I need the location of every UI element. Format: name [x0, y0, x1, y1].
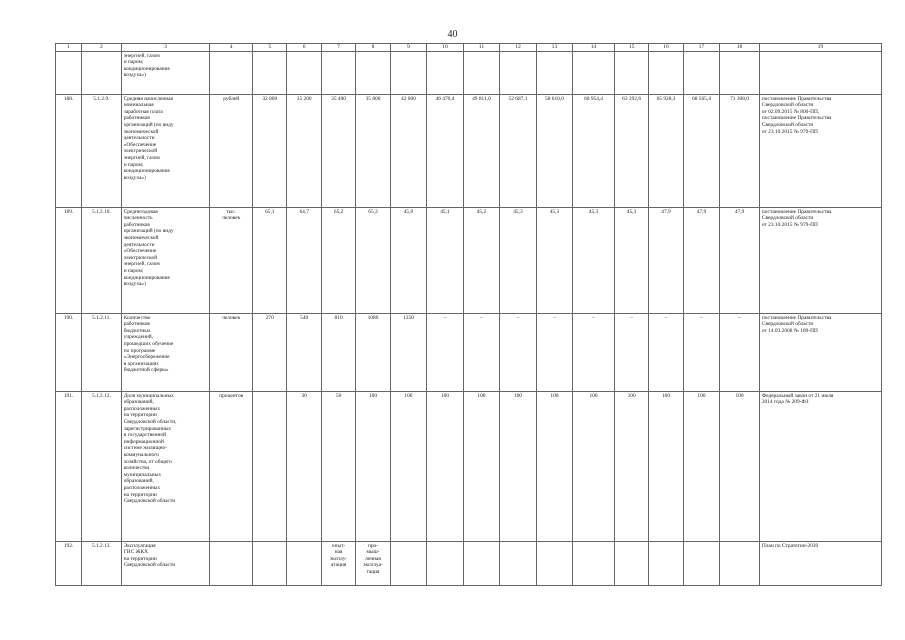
table-row: [56, 391, 882, 541]
value-cell: 45,3: [500, 207, 537, 313]
value-cell: 270: [253, 313, 287, 391]
value-cell: 58 610,0: [536, 94, 573, 207]
value-cell: [683, 541, 720, 585]
value-cell: 32 800: [253, 94, 287, 207]
indicator-name-cell: Количество работников бюджетных учреждений, прошедших обучение по программе «Энергосбережение в организациях бюджетной сферы»: [121, 313, 210, 391]
value-cell: 52 687,1: [500, 94, 537, 207]
value-cell: 100: [649, 391, 683, 541]
unit-cell: [210, 541, 253, 585]
indicator-name-cell: Среднегодовая численность работников организаций (по виду экономической деятельности «Обеспечение электрической энергией, газом и паром; кондиционирование воздуха»): [121, 207, 210, 313]
column-header: 13: [536, 44, 573, 52]
indicator-code-cell: [82, 51, 122, 94]
column-header: 10: [427, 44, 464, 52]
value-cell: [614, 51, 648, 94]
unit-cell: тыс. человек: [210, 207, 253, 313]
value-cell: –: [427, 313, 464, 391]
value-cell: [287, 541, 321, 585]
column-header: 15: [614, 44, 648, 52]
value-cell: [287, 51, 321, 94]
table-row: [56, 51, 882, 94]
unit-cell: процентов: [210, 391, 253, 541]
value-cell: 46 470,4: [427, 94, 464, 207]
value-cell: 30: [287, 391, 321, 541]
value-cell: 68 565,4: [683, 94, 720, 207]
value-cell: [356, 51, 390, 94]
value-cell: [463, 541, 500, 585]
page-number: 40: [447, 29, 458, 40]
value-cell: [573, 51, 615, 94]
value-cell: 100: [500, 391, 537, 541]
unit-cell: [210, 51, 253, 94]
value-cell: 45,2: [463, 207, 500, 313]
value-cell: 100: [614, 391, 648, 541]
value-cell: 540: [287, 313, 321, 391]
column-header: 1: [56, 44, 82, 52]
value-cell: 100: [463, 391, 500, 541]
value-cell: про- мыш- ленная эксплуа- тация: [356, 541, 390, 585]
legal-basis-cell: План по Стратегии-2030: [759, 541, 881, 585]
row-number-cell: 191.: [56, 391, 82, 541]
value-cell: 35 200: [287, 94, 321, 207]
value-cell: [720, 541, 760, 585]
indicator-code-cell: 5.1.2.13.: [82, 541, 122, 585]
value-cell: 63 392,6: [614, 94, 648, 207]
indicator-name-cell: Средняя начисленная номинальная заработная плата работников организаций (по виду экономической деятельности «Обеспечение электрической энергией, газом и паром; кондиционирование воздуха»): [121, 94, 210, 207]
value-cell: 45,3: [536, 207, 573, 313]
indicator-code-cell: 5.1.2.11.: [82, 313, 122, 391]
table-row: [56, 94, 882, 207]
column-header: 16: [649, 44, 683, 52]
legal-basis-cell: Федеральный закон от 21 июля 2014 года № 209-ФЗ: [759, 391, 881, 541]
value-cell: 100: [573, 391, 615, 541]
legal-basis-cell: постановление Правительства Свердловской области от 23.10.2015 № 979-ПП: [759, 207, 881, 313]
value-cell: –: [614, 313, 648, 391]
column-header: 11: [463, 44, 500, 52]
value-cell: –: [500, 313, 537, 391]
legal-basis-cell: постановление Правительства Свердловской области от 02.09.2015 № 800-ПП, постановление Правительства Свердловской области от 23.10.2015 № 979-ПП: [759, 94, 881, 207]
value-cell: [390, 541, 427, 585]
column-header: 8: [356, 44, 390, 52]
indicator-name-cell: Эксплуатация ГИС ЖКХ на территории Свердловской области: [121, 541, 210, 585]
row-number-cell: 190.: [56, 313, 82, 391]
value-cell: 65 928,3: [649, 94, 683, 207]
value-cell: –: [720, 313, 760, 391]
value-cell: 65,3: [356, 207, 390, 313]
value-cell: 100: [720, 391, 760, 541]
indicator-code-cell: 5.1.2.10.: [82, 207, 122, 313]
row-number-cell: 188.: [56, 94, 82, 207]
header-row: [56, 44, 882, 52]
value-cell: 810: [321, 313, 355, 391]
value-cell: 1350: [390, 313, 427, 391]
value-cell: 71 308,0: [720, 94, 760, 207]
value-cell: 64,7: [287, 207, 321, 313]
table-row: [56, 313, 882, 391]
unit-cell: рублей: [210, 94, 253, 207]
indicator-name-cell: энергией, газом и паром; кондиционирование воздуха»): [121, 51, 210, 94]
value-cell: –: [463, 313, 500, 391]
unit-cell: человек: [210, 313, 253, 391]
value-cell: опыт- ная эксплу- атация: [321, 541, 355, 585]
column-header: 14: [573, 44, 615, 52]
column-header: 17: [683, 44, 720, 52]
value-cell: 1080: [356, 313, 390, 391]
legal-basis-cell: постановление Правительства Свердловской области от 14.03.2008 № 189-ПП: [759, 313, 881, 391]
legal-basis-cell: [759, 51, 881, 94]
value-cell: [427, 541, 464, 585]
value-cell: [321, 51, 355, 94]
value-cell: [500, 51, 537, 94]
value-cell: 47,9: [649, 207, 683, 313]
value-cell: 35 800: [356, 94, 390, 207]
value-cell: 45,3: [573, 207, 615, 313]
value-cell: 50: [321, 391, 355, 541]
column-header: 5: [253, 44, 287, 52]
value-cell: 45,0: [390, 207, 427, 313]
value-cell: [390, 51, 427, 94]
value-cell: 47,9: [683, 207, 720, 313]
value-cell: [253, 541, 287, 585]
indicators-table: [55, 43, 882, 586]
row-number-cell: 189.: [56, 207, 82, 313]
value-cell: 65,2: [321, 207, 355, 313]
table-row: [56, 541, 882, 585]
value-cell: 100: [683, 391, 720, 541]
indicator-name-cell: Доля муниципальных образований, расположенных на территории Свердловской области, зарегистрированных в государственной информационной системе жилищно- коммунального хозяйства, от общего количества муниципальных образований, расположенных на территории Свердловской области: [121, 391, 210, 541]
value-cell: 60 954,4: [573, 94, 615, 207]
value-cell: [427, 51, 464, 94]
value-cell: 47,9: [720, 207, 760, 313]
value-cell: [253, 51, 287, 94]
column-header: 9: [390, 44, 427, 52]
value-cell: 49 811,0: [463, 94, 500, 207]
table-row: [56, 207, 882, 313]
value-cell: 100: [427, 391, 464, 541]
value-cell: 100: [356, 391, 390, 541]
value-cell: 100: [536, 391, 573, 541]
column-header: 3: [121, 44, 210, 52]
column-header: 4: [210, 44, 253, 52]
value-cell: [253, 391, 287, 541]
value-cell: 45,1: [427, 207, 464, 313]
value-cell: [463, 51, 500, 94]
value-cell: [683, 51, 720, 94]
value-cell: [573, 541, 615, 585]
value-cell: [614, 541, 648, 585]
value-cell: 45,3: [614, 207, 648, 313]
value-cell: [720, 51, 760, 94]
column-header: 19: [759, 44, 881, 52]
value-cell: –: [536, 313, 573, 391]
value-cell: –: [683, 313, 720, 391]
value-cell: –: [573, 313, 615, 391]
value-cell: 35 400: [321, 94, 355, 207]
column-header: 2: [82, 44, 122, 52]
value-cell: [500, 541, 537, 585]
value-cell: –: [649, 313, 683, 391]
value-cell: 65,1: [253, 207, 287, 313]
column-header: 18: [720, 44, 760, 52]
indicator-code-cell: 5.1.2.9.: [82, 94, 122, 207]
value-cell: 42 000: [390, 94, 427, 207]
value-cell: [649, 51, 683, 94]
row-number-cell: 192.: [56, 541, 82, 585]
value-cell: 100: [390, 391, 427, 541]
row-number-cell: [56, 51, 82, 94]
value-cell: [649, 541, 683, 585]
column-header: 6: [287, 44, 321, 52]
indicator-code-cell: 5.1.2.12.: [82, 391, 122, 541]
column-header: 12: [500, 44, 537, 52]
value-cell: [536, 541, 573, 585]
value-cell: [536, 51, 573, 94]
column-header: 7: [321, 44, 355, 52]
